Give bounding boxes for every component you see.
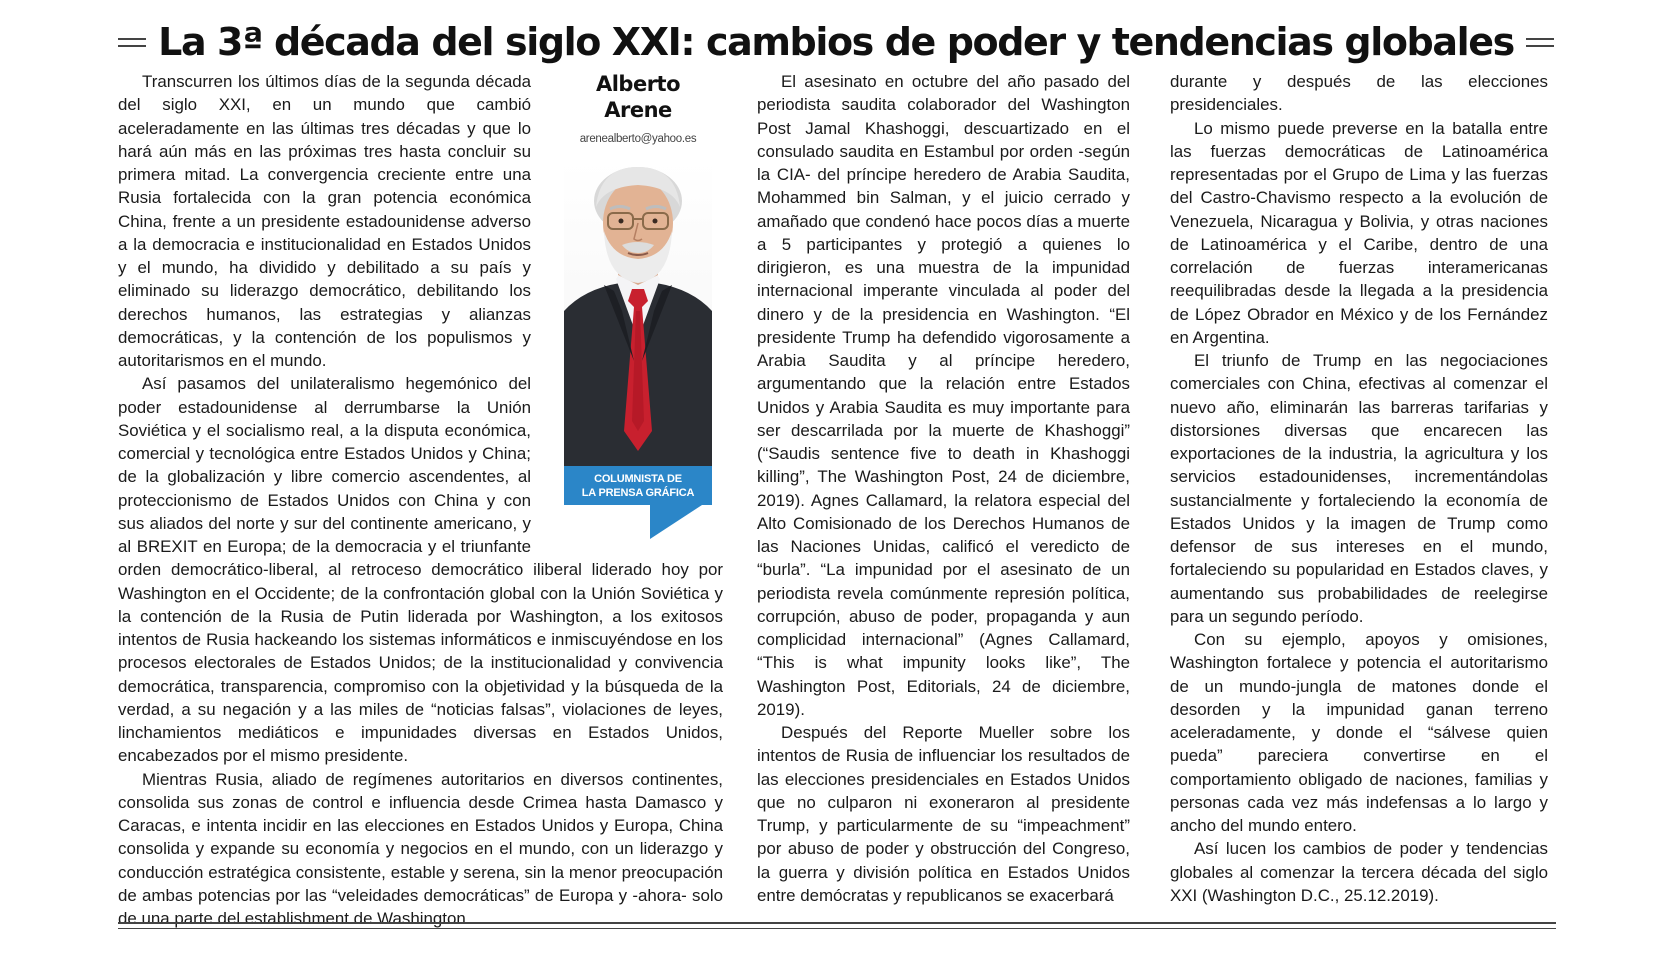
paragraph-continuation: durante y después de las elecciones presidenciales. bbox=[1170, 72, 1548, 115]
badge-tail bbox=[564, 505, 712, 545]
article-column-3 bbox=[1170, 70, 1548, 907]
paragraph: Así lucen los cambios de poder y tendencias globales al comenzar la tercera década del siglo XXI (Washington D.C., 25.12.2019). bbox=[1170, 839, 1548, 905]
paragraph: Así pasamos del unilateralismo hegemónico del poder estadounidense al derrumbarse la Unión Soviética y el socialismo real, a la disputa económica, comercial y tecnológica entre Estados Unidos y China; de la globalización y libre comercio ascendentes, al proteccionismo de Estados Unidos con China y con sus aliados del norte y sur del continente americano, y al BREXIT en Europa; de la democracia y el triunfante orden democrático-liberal, al retroceso democrático iliberal liderado hoy por Washington en el Occidente; de la confrontación global con la Unión Soviética y la contención de la Rusia de Putin liderada por Washington, a los exitosos intentos de Rusia hackeando los sistemas informáticos e inmiscuyéndose en los procesos electorales de Estados Unidos; de la institucionalidad y convivencia democrática, transparencia, compromiso con la objetividad y la búsqueda de la verdad, a su negación y a las miles de “noticias falsas”, violaciones de leyes, linchamientos mediáticos e impunidades diversas en Estados Unidos, encabezados por el mismo presidente. bbox=[118, 374, 723, 766]
paragraph: El asesinato en octubre del año pasado del periodista saudita colaborador del Washington Post Jamal Khashoggi, descuartizado en el consulado saudita en Estambul por orden -según la CIA- del príncipe heredero de Arabia Saudita, Mohammed bin Salman, y el juicio cerrado y amañado que condenó hace pocos días a muerte a 5 participantes y protegió a quienes lo dirigieron, es una muestra de la impunidad internacional imperante vinculada al poder del dinero y de la presidencia en Washington. “El presidente Trump ha defendido vigorosamente a Arabia Saudita y al príncipe heredero, argumentando que la relación entre Estados Unidos y Arabia Saudita es muy importante para ser descarrilada por la muerte de Khashoggi” (“Saudis sentence five to death in Khashoggi killing”, The Washington Post, 24 de diciembre, 2019). Agnes Callamard, la relatora especial del Alto Comisionado de los Derechos Humanos de las Naciones Unidas, calificó el veredicto de “burla”. “La impunidad por el asesinato de un periodista revela comúnmente represión política, corrupción, abuso de poder, propaganda y aun complicidad internacional” (Agnes Callamard, “This is what impunity looks like”, The Washington Post, Editorials, 24 de diciembre, 2019). bbox=[757, 72, 1130, 719]
paragraph: Lo mismo puede preverse en la batalla entre las fuerzas democráticas de Latinoamérica representadas por el Grupo de Lima y las fuerzas del Castro-Chavismo respecto a la evolución de Venezuela, Nicaragua y Bolivia, y otras naciones de Latinoamérica y el Caribe, dentro de una correlación de fuerzas interamericanas reequilibradas desde la llegada a la presidencia de López Obrador en México y de los Fernández en Argentina. bbox=[1170, 118, 1548, 347]
author-photo bbox=[564, 161, 712, 466]
article-column-1 bbox=[118, 70, 723, 930]
paragraph: Después del Reporte Mueller sobre los intentos de Rusia de influenciar los resultados de las elecciones presidenciales en Estados Unidos que no culparon ni exoneraron al presidente Trump, y particularmente de su “impeachment” por abuso de poder y obstrucción del Congreso, la guerra y división política en Estados Unidos entre demócratas y republicanos se exacerbará bbox=[757, 723, 1130, 905]
paragraph: Transcurren los últimos días de la segunda década del siglo XXI, en un mundo que cambió aceleradamente en las últimas tres décadas y que lo hará aún más en las próximas tres hasta concluir su primera mitad. La convergencia creciente entre una Rusia fortalecida con la gran potencia económica China, frente a un presidente estadounidense adverso a la democracia e institucionalidad en Estados Unidos y el mundo, ha dividido y debilitado a su país y eliminado su liderazgo democrático, debilitando los derechos humanos, las estrategias y alianzas democráticas, y la contención de los populismos y autoritarismos en el mundo. bbox=[118, 72, 531, 370]
paragraph: Con su ejemplo, apoyos y omisiones, Washington fortalece y potencia el autoritarismo de un mundo-jungla de matones donde el desorden y la impunidad ganan terreno aceleradamente, y donde el “sálvese quien pueda” pareciera convertirse en el comportamiento obligado de naciones, familias y personas cada vez más indefensas a lo largo y ancho del mundo entero. bbox=[1170, 630, 1548, 835]
paragraph: El triunfo de Trump en las negociaciones comerciales con China, efectivas al comenzar el nuevo año, eliminarán las barreras tarifarias y distorsiones diversas que encarecen las exportaciones de la industria, la agricultura y los servicios estadounidenses, incrementándolas sustancialmente y fortaleciendo la economía de Estados Unidos y la imagen de Trump como defensor de sus intereses en el mundo, fortaleciendo su popularidad en Estados claves, y aumentando sus probabilidades de reelegirse para un segundo período. bbox=[1170, 351, 1548, 626]
author-first-name: Alberto bbox=[595, 72, 681, 96]
paragraph: Mientras Rusia, aliado de regímenes autoritarios en diversos continentes, consolida sus zonas de control e influencia desde Crimea hasta Damasco y Caracas, e intenta incidir en las elecciones en Estados Unidos y Europa, China consolida y expande su economía y negocios en el mundo, con un liderazgo y conducción estratégica consistente, estable y serena, sin la menor preocupación de ambas potencias por las “veleidades democráticas” de Europa y -ahora- solo de una parte del establishment de Washington. bbox=[118, 769, 723, 928]
byline bbox=[553, 74, 723, 151]
headline: La 3ª década del siglo XXI: cambios de poder y tendencias globales bbox=[158, 20, 1514, 64]
headline-rule-right bbox=[1526, 38, 1554, 47]
bottom-rule bbox=[118, 922, 1556, 929]
byline-box bbox=[553, 68, 723, 533]
article-column-2 bbox=[757, 70, 1130, 907]
author-last-name: Arene bbox=[604, 98, 672, 122]
badge-line-1: COLUMNISTA DE bbox=[594, 473, 682, 486]
author-photo-icon bbox=[564, 161, 712, 466]
columnist-badge bbox=[564, 466, 712, 505]
headline-rule-left bbox=[118, 38, 146, 47]
headline-row bbox=[118, 14, 1554, 70]
author-email[interactable]: arenealberto@yahoo.es bbox=[579, 133, 697, 145]
badge-line-2: LA PRENSA GRÁFICA bbox=[581, 487, 695, 500]
